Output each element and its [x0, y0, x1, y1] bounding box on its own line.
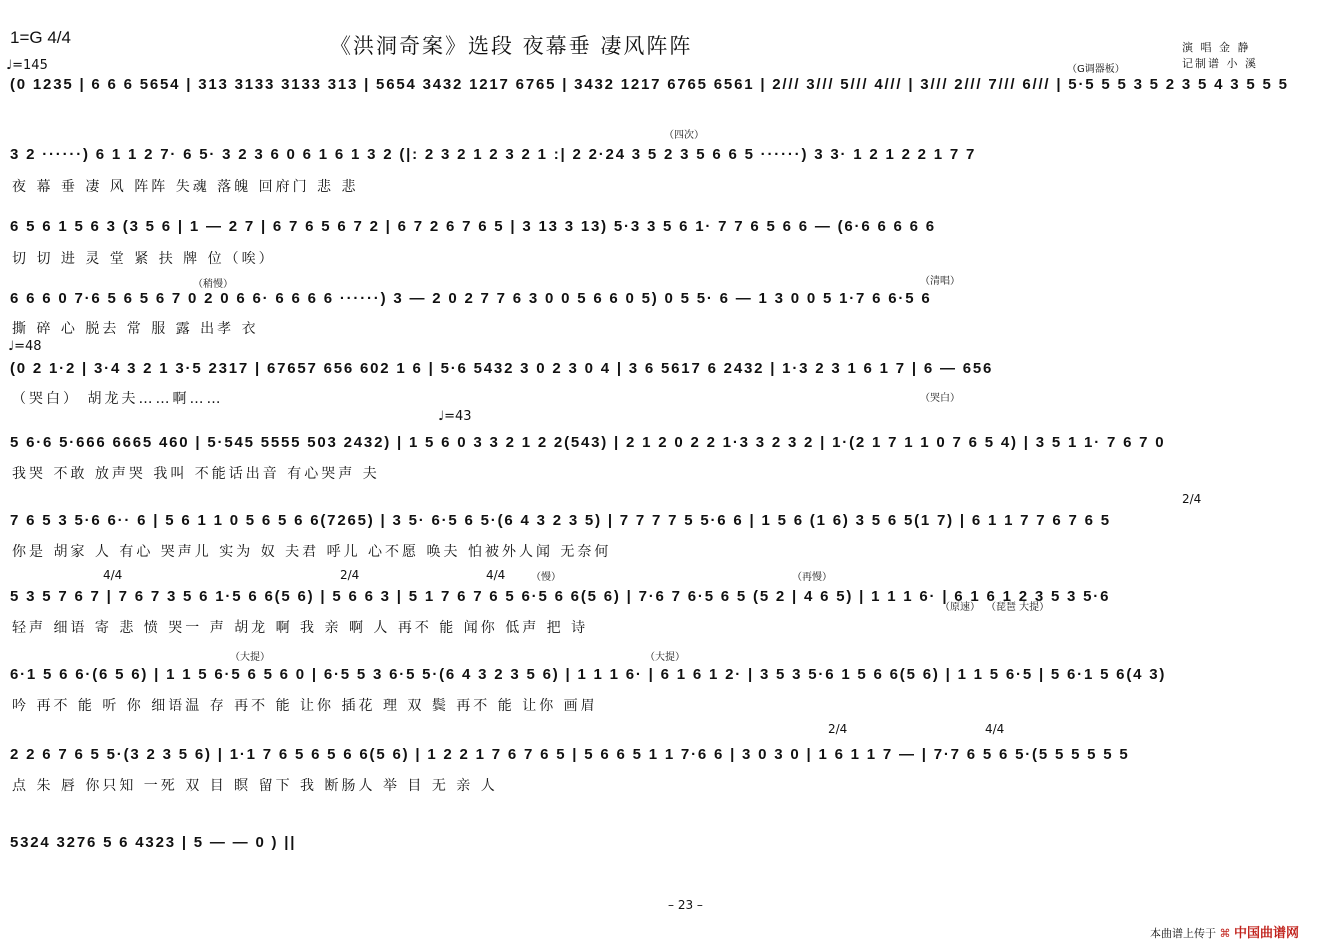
upload-footer	[1150, 922, 1299, 941]
lyric-line: 你是 胡家 人 有心 哭声儿 实为 奴 夫君 呼儿 心不愿 唤夫 怕被外人闻 无奈何	[12, 544, 612, 560]
time-signature-44-a: 4/4	[103, 568, 123, 582]
brand-logo-icon: ⌘	[1219, 927, 1231, 940]
annotation-da-ti-a: （大提）	[230, 652, 270, 663]
annotation-slow-c: （再慢）	[792, 572, 832, 583]
notation-line: (0 2 1·2 | 3·4 3 2 1 3·5 2317 | 67657 656 602 1 6 | 5·6 5432 3 0 2 3 0 4 | 3 6 5617 6 2432 | 1·3 2 3 1 6 1 7 | 6 — 656	[10, 360, 994, 377]
lyric-line: 我哭 不敢 放声哭 我叫 不能话出音 有心哭声 夫	[12, 466, 380, 482]
annotation-four-times: （四次）	[664, 130, 704, 141]
key-signature: 1=G 4/4	[10, 28, 71, 47]
time-signature-24-c: 2/4	[828, 722, 848, 736]
annotation-yuan-su: （原速）	[940, 602, 980, 613]
notation-line: 6·1 5 6 6·(6 5 6) | 1 1 5 6·5 6 5 6 0 | 6·5 5 3 6·5 5·(6 4 3 2 3 5 6) | 1 1 1 6· | 6 1 6 1 2· | 3 5 3 5·6 1 5 6 6(5 6) | 1 1 5 6·5 | 5 6·1 5 6(4 3)	[10, 666, 1167, 683]
credit-singer: 演 唱 金 静	[1182, 41, 1251, 54]
tempo-mark-3: ♩=43	[438, 409, 472, 424]
annotation-slow-b: （慢）	[531, 572, 561, 583]
notation-line: 2 2 6 7 6 5 5·(3 2 3 5 6) | 1·1 7 6 5 6 5 6 6(5 6) | 1 2 2 1 7 6 7 6 5 | 5 6 6 5 1 1 7·6 6 | 3 0 3 0 | 1 6 1 1 7 — | 7·7 6 5 6 5·(5 5 5 5 5 5	[10, 746, 1130, 763]
notation-line: 6 6 6 0 7·6 5 6 5 6 7 0 2 0 6 6· 6 6 6 6 ······) 3 — 2 0 2 7 7 6 3 0 0 5 6 6 0 5) 0 5 5· 6 — 1 3 0 0 5 1·7 6 6·5 6	[10, 290, 932, 307]
tempo-mark-1: ♩=145	[6, 58, 48, 73]
page-title: 《洪洞奇案》选段 夜幕垂 凄风阵阵	[330, 34, 693, 58]
annotation-ku-bai: （哭白）	[920, 393, 960, 404]
notation-line: 5 3 5 7 6 7 | 7 6 7 3 5 6 1·5 6 6(5 6) | 5 6 6 3 | 5 1 7 6 7 6 5 6·5 6 6(5 6) | 7·6 7 6·5 6 5 (5 2 | 4 6 5) | 1 1 1 6· | 6 1 6 1 2 3 5 3 5·6	[10, 588, 1111, 605]
annotation-g-board: （G调器板）	[1067, 64, 1125, 75]
notation-line: 3 2 ······) 6 1 1 2 7· 6 5· 3 2 3 6 0 6 1 6 1 3 2 (|: 2 3 2 1 2 3 2 1 :| 2 2·24 3 5 2 3 5 6 6 5 ······) 3 3· 1 2 1 2 2 1 7 7	[10, 146, 977, 163]
annotation-pipa: （琵琶 大提）	[986, 602, 1050, 613]
notation-line: 6 5 6 1 5 6 3 (3 5 6 | 1 — 2 7 | 6 7 6 5 6 7 2 | 6 7 2 6 7 6 5 | 3 13 3 13) 5·3 3 5 6 1· 7 7 6 5 6 6 — (6·6 6 6 6 6	[10, 218, 936, 235]
annotation-da-ti-b: （大提）	[645, 652, 685, 663]
time-signature-24-a: 2/4	[1182, 492, 1202, 506]
time-signature-24-b: 2/4	[340, 568, 360, 582]
tempo-mark-2: ♩=48	[8, 339, 42, 354]
lyric-line: 点 朱 唇 你只知 一死 双 目 瞑 留下 我 断肠人 举 目 无 亲 人	[12, 778, 498, 794]
notation-line: (0 1235 | 6 6 6 5654 | 313 3133 3133 313 | 5654 3432 1217 6765 | 3432 1217 6765 6561 | 2/// 3/// 5/// 4/// | 3/// 2/// 7/// 6/// | 5·5 5 5 3 5 2 3 5 4 3 5 5 5	[10, 76, 1289, 93]
lyric-line: 轻声 细语 寄 悲 愤 哭一 声 胡龙 啊 我 亲 啊 人 再不 能 闻你 低声 把 诗	[12, 620, 589, 636]
lyric-line: 切 切 进 灵 堂 紧 扶 牌 位（唉）	[12, 251, 276, 267]
time-signature-44-c: 4/4	[985, 722, 1005, 736]
lyric-line: 吟 再不 能 听 你 细语温 存 再不 能 让你 插花 理 双 鬓 再不 能 让你 画眉	[12, 698, 598, 714]
credits	[1182, 40, 1258, 72]
upload-text: 本曲谱上传于	[1150, 927, 1216, 940]
lyric-line: 撕 碎 心 脱去 常 服 露 出孝 衣	[12, 321, 259, 337]
lyric-line: （哭白） 胡龙夫……啊……	[12, 391, 224, 407]
notation-line: 5324 3276 5 6 4323 | 5 — — 0 ) ||	[10, 834, 297, 851]
time-signature-44-b: 4/4	[486, 568, 506, 582]
brand-name: 中国曲谱网	[1234, 926, 1300, 941]
notation-line: 5 6·6 5·666 6665 460 | 5·545 5555 503 2432) | 1 5 6 0 3 3 2 1 2 2(543) | 2 1 2 0 2 2 1·3 3 2 3 2 | 1·(2 1 7 1 1 0 7 6 5 4) | 3 5 1 1· 7 6 7 0	[10, 434, 1166, 451]
annotation-slow-a: （稍慢）	[193, 279, 233, 290]
page-number: – 23 –	[668, 898, 703, 912]
annotation-qing-chang: （清唱）	[920, 276, 960, 287]
lyric-line: 夜 幕 垂 凄 风 阵阵 失魂 落魄 回府门 悲 悲	[12, 179, 359, 195]
credit-arranger: 记制谱 小 溪	[1182, 57, 1258, 70]
notation-line: 7 6 5 3 5·6 6·· 6 | 5 6 1 1 0 5 6 5 6 6(7265) | 3 5· 6·5 6 5·(6 4 3 2 3 5) | 7 7 7 7 5 5·6 6 | 1 5 6 (1 6) 3 5 6 5(1 7) | 6 1 1 7 7 6 7 6 5	[10, 512, 1111, 529]
